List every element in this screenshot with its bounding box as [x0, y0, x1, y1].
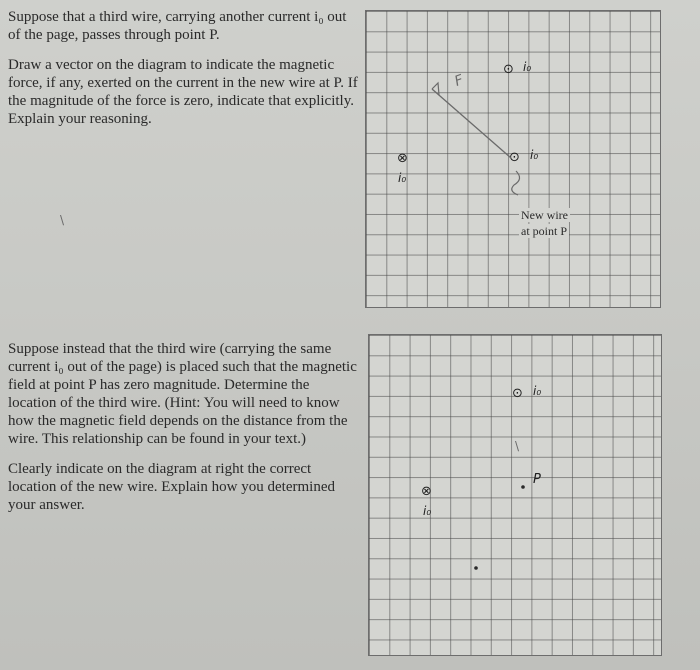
- wire-out-of-page-icon: ⊙: [503, 62, 514, 77]
- question-1-intro: Suppose that a third wire, carrying another current i₀ out of the page, passes through point P.: [8, 9, 347, 43]
- point-p-label: P: [533, 472, 541, 487]
- pencil-mark: \: [515, 439, 520, 453]
- new-wire-current-label: i₀: [530, 148, 539, 162]
- question-1: [8, 8, 358, 140]
- question-1-instructions: Draw a vector on the diagram to indicate the magnetic force, if any, exerted on the current in the new wire at P. If the magnitude of the force is zero, indicate that explicitly. Explain your reasoning.: [8, 57, 358, 127]
- new-wire-label-line-2: at point P: [521, 224, 568, 238]
- wire-current-label: i₀: [523, 60, 532, 74]
- wire-into-page-icon: ⊗: [397, 151, 408, 166]
- diagram-1-grid: [365, 10, 661, 308]
- pencil-dot: [474, 566, 478, 570]
- wire-current-label: i₀: [423, 504, 432, 518]
- diagram-2-grid: [368, 334, 662, 656]
- wire-out-of-page-icon: ⊙: [512, 386, 523, 401]
- new-wire-label-line-1: New wire: [521, 208, 568, 222]
- point-p-dot: [521, 485, 525, 489]
- question-2-instructions: Clearly indicate on the diagram at right the correct location of the new wire. Explain how you determined your answer.: [8, 461, 335, 513]
- question-2: [8, 340, 360, 526]
- point-markers: [369, 335, 661, 655]
- wire-into-page-icon: ⊗: [421, 484, 432, 499]
- question-2-intro: Suppose instead that the third wire (carrying the same current i₀ out of the page) is placed such that the magnetic field at point P has zero magnitude. Determine the location of the third wire. (Hint: You will need to know how the magnetic field depends on the distance from the wire. This relationship can be found in your text.): [8, 341, 357, 447]
- wire-current-label: i₀: [398, 171, 407, 185]
- handwritten-force-label: F: [452, 72, 466, 90]
- force-vector-sketch: [366, 11, 660, 307]
- pencil-mark: \: [60, 213, 65, 227]
- wire-current-label: i₀: [533, 384, 542, 398]
- new-wire-out-of-page-icon: ⊙: [509, 150, 520, 165]
